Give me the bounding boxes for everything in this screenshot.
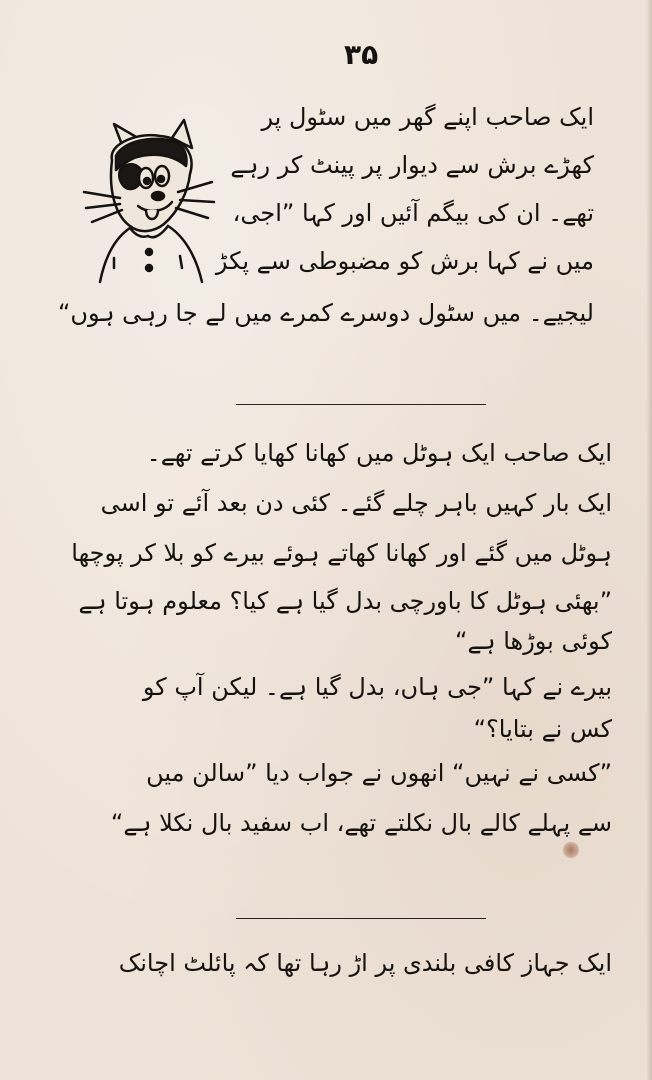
text-line: ایک صاحب ایک ہوٹل میں کھانا کھایا کرتے تھے۔ <box>146 439 612 467</box>
text-line: بیرے نے کہا ”جی ہاں، بدل گیا ہے۔ لیکن آپ کو <box>142 673 612 701</box>
text-line: کھڑے برش سے دیوار پر پینٹ کر رہے <box>230 151 594 179</box>
text-line: کس نے بتایا؟“ <box>473 715 612 743</box>
paper-stain <box>563 842 579 858</box>
text-line: ایک صاحب اپنے گھر میں سٹول پر <box>261 103 594 131</box>
text-line: تھے۔ ان کی بیگم آئیں اور کہا ”اجی، <box>232 199 594 227</box>
page-edge-shadow <box>646 0 652 1080</box>
text-line: میں نے کہا برش کو مضبوطی سے پکڑ <box>215 247 594 275</box>
cartoon-cat-face-icon <box>72 112 222 292</box>
text-line: ایک بار کہیں باہر چلے گئے۔ کئی دن بعد آئے تو اسی <box>100 489 612 517</box>
text-line: کوئی بوڑھا ہے“ <box>455 627 612 655</box>
text-line: ایک جہاز کافی بلندی پر اڑ رہا تھا کہ پائلٹ اچانک <box>118 949 612 977</box>
text-line: لیجیے۔ میں سٹول دوسرے کمرے میں لے جا رہی ہوں“ <box>58 299 594 327</box>
page-number: ۳۵ <box>344 38 379 71</box>
text-line: ”کسی نے نہیں“ انھوں نے جواب دیا ”سالن میں <box>146 759 612 787</box>
text-line: ”بھئی ہوٹل کا باورچی بدل گیا ہے کیا؟ معلوم ہوتا ہے <box>78 587 612 615</box>
text-line: ہوٹل میں گئے اور کھانا کھاتے ہوئے بیرے کو بلا کر پوچھا <box>71 539 612 567</box>
text-line: سے پہلے کالے بال نکلتے تھے، اب سفید بال نکلا ہے“ <box>110 809 612 837</box>
section-divider <box>236 404 486 405</box>
section-divider <box>236 918 486 919</box>
